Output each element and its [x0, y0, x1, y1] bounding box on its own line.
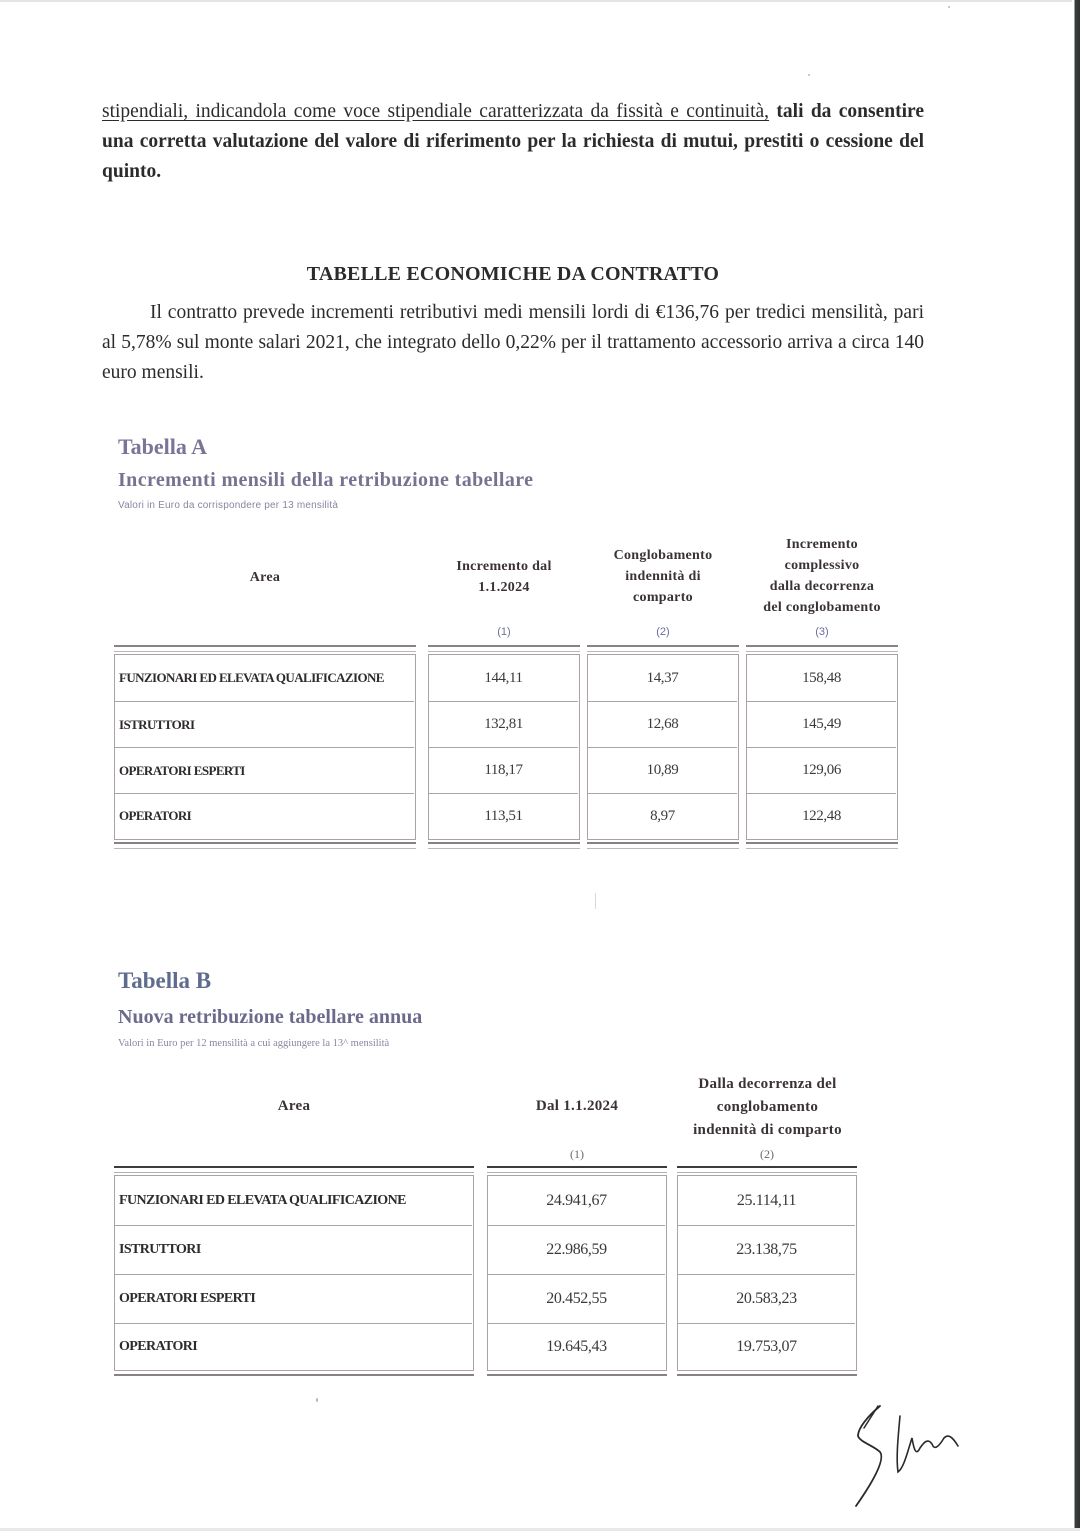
header-line: indennità di — [625, 569, 701, 584]
table-b-subtitle: Nuova retribuzione tabellare annua — [118, 1006, 423, 1028]
scan-top-edge — [0, 0, 1080, 2]
table-b-footer-rule — [114, 1374, 474, 1377]
table-a-header-rule — [587, 645, 739, 652]
intro-underlined-text: stipendiali, indicandola come voce stipendiale caratterizzata da fissità e continuità, — [102, 101, 770, 122]
table-a-footer-rule — [114, 842, 416, 849]
header-line: Dalla decorrenza del — [698, 1076, 837, 1092]
table-a-row-area: ISTRUTTORI — [115, 701, 414, 747]
section-paragraph: Il contratto prevede incrementi retributivi medi mensili lordi di €136,76 per tredici mensilità, pari al 5,78% sul monte salari 2021, che integrato dello 0,22% per il trattamento accessorio arriva a circa 140 euro mensili. — [102, 302, 924, 383]
scan-speck — [948, 6, 950, 8]
table-a-header-col3 — [746, 534, 898, 618]
header-line: Incremento dal — [456, 559, 552, 574]
scan-speck — [595, 893, 596, 909]
header-line: Incremento — [786, 537, 858, 552]
table-a-cell: 12,68 — [588, 701, 737, 747]
table-b-cell: 20.583,23 — [678, 1274, 855, 1323]
table-a-cell: 118,17 — [429, 747, 578, 793]
table-b-footer-rule — [677, 1374, 857, 1377]
table-a-footer-rule — [428, 842, 580, 849]
table-a-cell: 145,49 — [747, 701, 896, 747]
table-a-header-col1 — [428, 556, 580, 598]
table-a-cell: 158,48 — [802, 669, 841, 686]
header-line: 1.1.2024 — [478, 580, 530, 595]
header-line: Dal 1.1.2024 — [535, 1098, 619, 1114]
table-a-col1-number: (1) — [497, 626, 511, 638]
table-a-cell: 14,37 — [646, 669, 679, 686]
table-b-col2 — [677, 1175, 857, 1371]
table-a-note: Valori in Euro da corrispondere per 13 mensilità — [118, 500, 339, 511]
scan-speck — [316, 1398, 318, 1402]
table-a-header-rule — [746, 645, 898, 652]
table-a-col1 — [428, 654, 580, 840]
table-b-cell: 19.753,07 — [678, 1323, 855, 1369]
table-b-row-area: FUNZIONARI ED ELEVATA QUALIFICAZIONE — [119, 1192, 406, 1208]
table-a-subtitle: Incrementi mensili della retribuzione tabellare — [118, 469, 534, 491]
table-a-header-col2 — [587, 545, 739, 608]
table-a-footer-rule — [746, 842, 898, 849]
table-a-header-rule — [428, 645, 580, 652]
table-a-cell: 132,81 — [429, 701, 578, 747]
table-b-note: Valori in Euro per 12 mensilità a cui aggiungere la 13^ mensilità — [118, 1038, 390, 1049]
table-b-row-area: ISTRUTTORI — [115, 1225, 472, 1274]
table-b-col1 — [487, 1175, 667, 1371]
table-a-row-area: OPERATORI ESPERTI — [115, 747, 414, 793]
header-line: comparto — [633, 590, 693, 605]
scan-speck — [808, 74, 810, 76]
table-b-cell: 20.452,55 — [488, 1274, 665, 1323]
table-b-header-rule — [487, 1166, 667, 1173]
section-title: TABELLE ECONOMICHE DA CONTRATTO — [306, 263, 720, 285]
table-a-cell: 144,11 — [484, 669, 523, 686]
header-line: indennità di comparto — [693, 1122, 842, 1138]
table-b-cell: 25.114,11 — [736, 1191, 797, 1209]
table-a-header-area: Area — [249, 570, 281, 585]
handwritten-signature — [848, 1398, 998, 1513]
intro-bold-text-2: consentire una corretta valutazione del valore di riferimento per la richiesta di mutui, — [102, 101, 924, 152]
table-a-cell: 10,89 — [588, 747, 737, 793]
table-b-footer-rule — [487, 1374, 667, 1377]
table-a-col3-number: (3) — [815, 626, 829, 638]
header-line: conglobamento — [716, 1099, 819, 1115]
table-a-title: Tabella A — [118, 434, 208, 459]
table-b-header-area: Area — [277, 1098, 311, 1114]
table-b-cell: 22.986,59 — [488, 1225, 665, 1274]
table-a-row-area: OPERATORI — [115, 793, 414, 838]
table-a-cell: 129,06 — [747, 747, 896, 793]
table-b-title: Tabella B — [118, 968, 212, 993]
table-b-header-col1 — [487, 1096, 667, 1117]
table-b-cell: 24.941,67 — [546, 1191, 607, 1209]
table-a-col2 — [587, 654, 739, 840]
header-line: complessivo — [784, 558, 860, 573]
table-a-footer-rule — [587, 842, 739, 849]
table-b-cell: 19.645,43 — [488, 1323, 665, 1369]
table-a-area-column — [114, 654, 416, 840]
header-line: Conglobamento — [613, 548, 713, 563]
table-a-row-area: FUNZIONARI ED ELEVATA QUALIFICAZIONE — [119, 670, 384, 685]
intro-bold-text-1: tali da — [776, 101, 832, 122]
table-a-cell: 113,51 — [429, 793, 578, 838]
table-b-header-rule — [114, 1166, 474, 1173]
intro-bold-text-3: prestiti o cessione del quinto. — [102, 131, 925, 182]
table-a-header-rule — [114, 645, 416, 652]
header-line: dalla decorrenza — [769, 579, 875, 594]
intro-paragraph — [102, 97, 924, 187]
table-a-col3 — [746, 654, 898, 840]
table-b-col2-number: (2) — [760, 1147, 774, 1161]
table-a-cell: 8,97 — [588, 793, 737, 838]
table-b-cell: 23.138,75 — [678, 1225, 855, 1274]
table-b-area-column — [114, 1175, 474, 1371]
scan-right-edge — [1072, 0, 1080, 1531]
table-b-header-col2 — [670, 1073, 865, 1142]
table-b-row-area: OPERATORI ESPERTI — [115, 1274, 472, 1323]
table-b-header-rule — [677, 1166, 857, 1173]
table-a-cell: 122,48 — [747, 793, 896, 838]
table-a-col2-number: (2) — [656, 626, 670, 638]
table-b-row-area: OPERATORI — [115, 1323, 472, 1369]
table-b-col1-number: (1) — [570, 1147, 584, 1161]
header-line: del conglobamento — [763, 600, 881, 615]
